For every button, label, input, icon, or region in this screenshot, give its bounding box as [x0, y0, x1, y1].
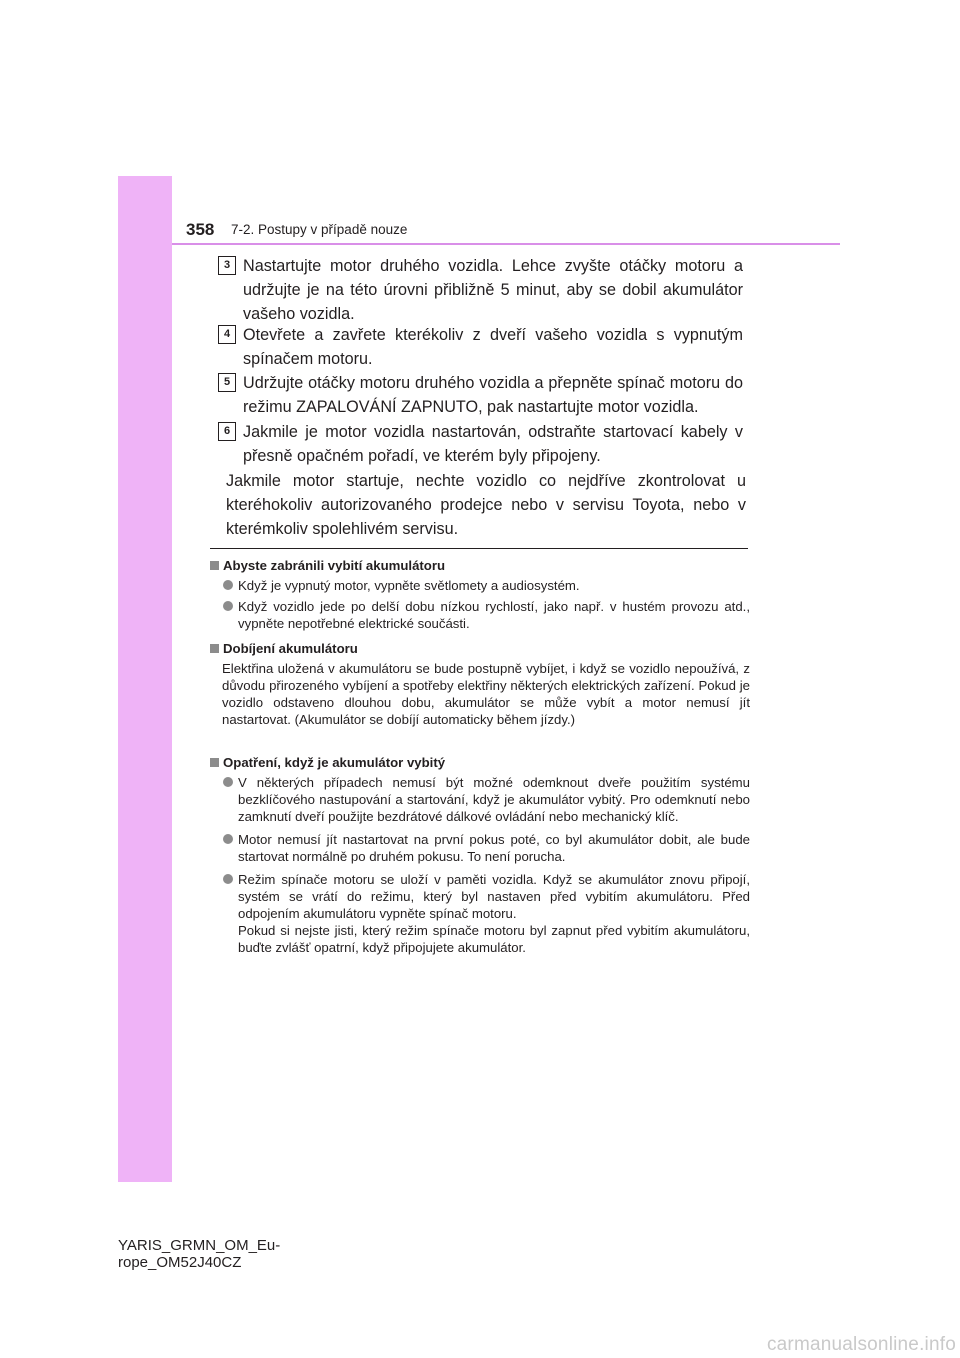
step-text: Nastartujte motor druhého vozidla. Lehce zvyšte otáčky motoru a udržujte je na této úrovni přibližně 5 minut, aby se dobil akumulátor vašeho vozidla.	[243, 257, 743, 323]
step-text: Udržujte otáčky motoru druhého vozidla a přepněte spínač motoru do režimu ZAPALOVÁNÍ ZAPNUTO, pak nastartujte motor vozidla.	[243, 374, 743, 416]
square-bullet-icon	[210, 758, 219, 767]
header-rule	[172, 243, 840, 245]
watermark: carmanualsonline.info	[766, 1334, 956, 1355]
step-text: Jakmile je motor vozidla nastartován, odstraňte startovací kabely v přesně opačném pořadí, ve kterém byly připojeny.	[243, 423, 743, 465]
list-item: V některých případech nemusí být možné odemknout dveře použitím systému bezklíčového nastupování a startování, když je akumulátor vybitý. Pro odemknutí nebo zamknutí dveří použijte bezdrátové dálkové ovládání nebo mechanický klíč.	[210, 774, 750, 825]
note-discharged-battery	[210, 754, 750, 956]
section-divider	[210, 548, 748, 549]
note-heading: Abyste zabránili vybití akumulátoru	[210, 557, 750, 574]
step-text: Otevřete a zavřete kterékoliv z dveří vašeho vozidla s vypnutým spínačem motoru.	[243, 326, 743, 368]
square-bullet-icon	[210, 561, 219, 570]
circle-bullet-icon	[223, 580, 233, 590]
list-item: Když vozidlo jede po delší dobu nízkou rychlostí, jako např. v hustém provozu atd., vypněte nepotřebné elektrické součásti.	[210, 598, 750, 632]
footer-line: YARIS_GRMN_OM_Eu-	[118, 1237, 281, 1254]
section-title: 7-2. Postupy v případě nouze	[231, 222, 408, 237]
circle-bullet-icon	[223, 777, 233, 787]
note-heading: Opatření, když je akumulátor vybitý	[210, 754, 750, 771]
note-recharging	[210, 640, 750, 728]
chapter-sidebar-tab	[118, 176, 172, 1182]
note-extra-text: Pokud si nejste jisti, který režim spínače motoru byl zapnut před vybitím akumulátoru, buďte zvlášť opatrní, když připojujete akumulátor.	[238, 923, 750, 955]
circle-bullet-icon	[223, 834, 233, 844]
service-paragraph: Jakmile motor startuje, nechte vozidlo co nejdříve zkontrolovat u kteréhokoliv autorizovaného prodejce nebo v servisu Toyota, nebo v kterémkoliv spolehlivém servisu.	[226, 472, 746, 538]
step-number-badge: 3	[218, 256, 236, 275]
note-heading: Dobíjení akumulátoru	[210, 640, 750, 657]
note-prevent-discharge	[210, 557, 750, 632]
step-number-badge: 4	[218, 325, 236, 344]
step-number-badge: 5	[218, 373, 236, 392]
square-bullet-icon	[210, 644, 219, 653]
circle-bullet-icon	[223, 601, 233, 611]
circle-bullet-icon	[223, 874, 233, 884]
footer-line: rope_OM52J40CZ	[118, 1254, 242, 1271]
list-item: Režim spínače motoru se uloží v paměti vozidla. Když se akumulátor znovu připojí, systém se vrátí do režimu, který byl nastaven před vybitím akumulátoru. Před odpojením akumulátoru vypněte spínač motoru.	[210, 871, 750, 922]
note-body: Elektřina uložená v akumulátoru se bude postupně vybíjet, i když se vozidlo nepoužívá, z důvodu přirozeného vybíjení a spotřeby elektřiny některých elektrických zařízení. Pokud je vozidlo odstaveno dlouhou dobu, akumulátor se může vybít a motor nemusí jít nastartovat. (Akumulátor se dobíjí automaticky během jízdy.)	[222, 661, 750, 727]
document-footer	[118, 1237, 280, 1271]
list-item: Motor nemusí jít nastartovat na první pokus poté, co byl akumulátor dobit, ale bude startovat normálně po druhém pokusu. To není porucha.	[210, 831, 750, 865]
list-item: Když je vypnutý motor, vypněte světlomety a audiosystém.	[210, 577, 750, 594]
page-number: 358	[186, 220, 215, 239]
step-number-badge: 6	[218, 422, 236, 441]
